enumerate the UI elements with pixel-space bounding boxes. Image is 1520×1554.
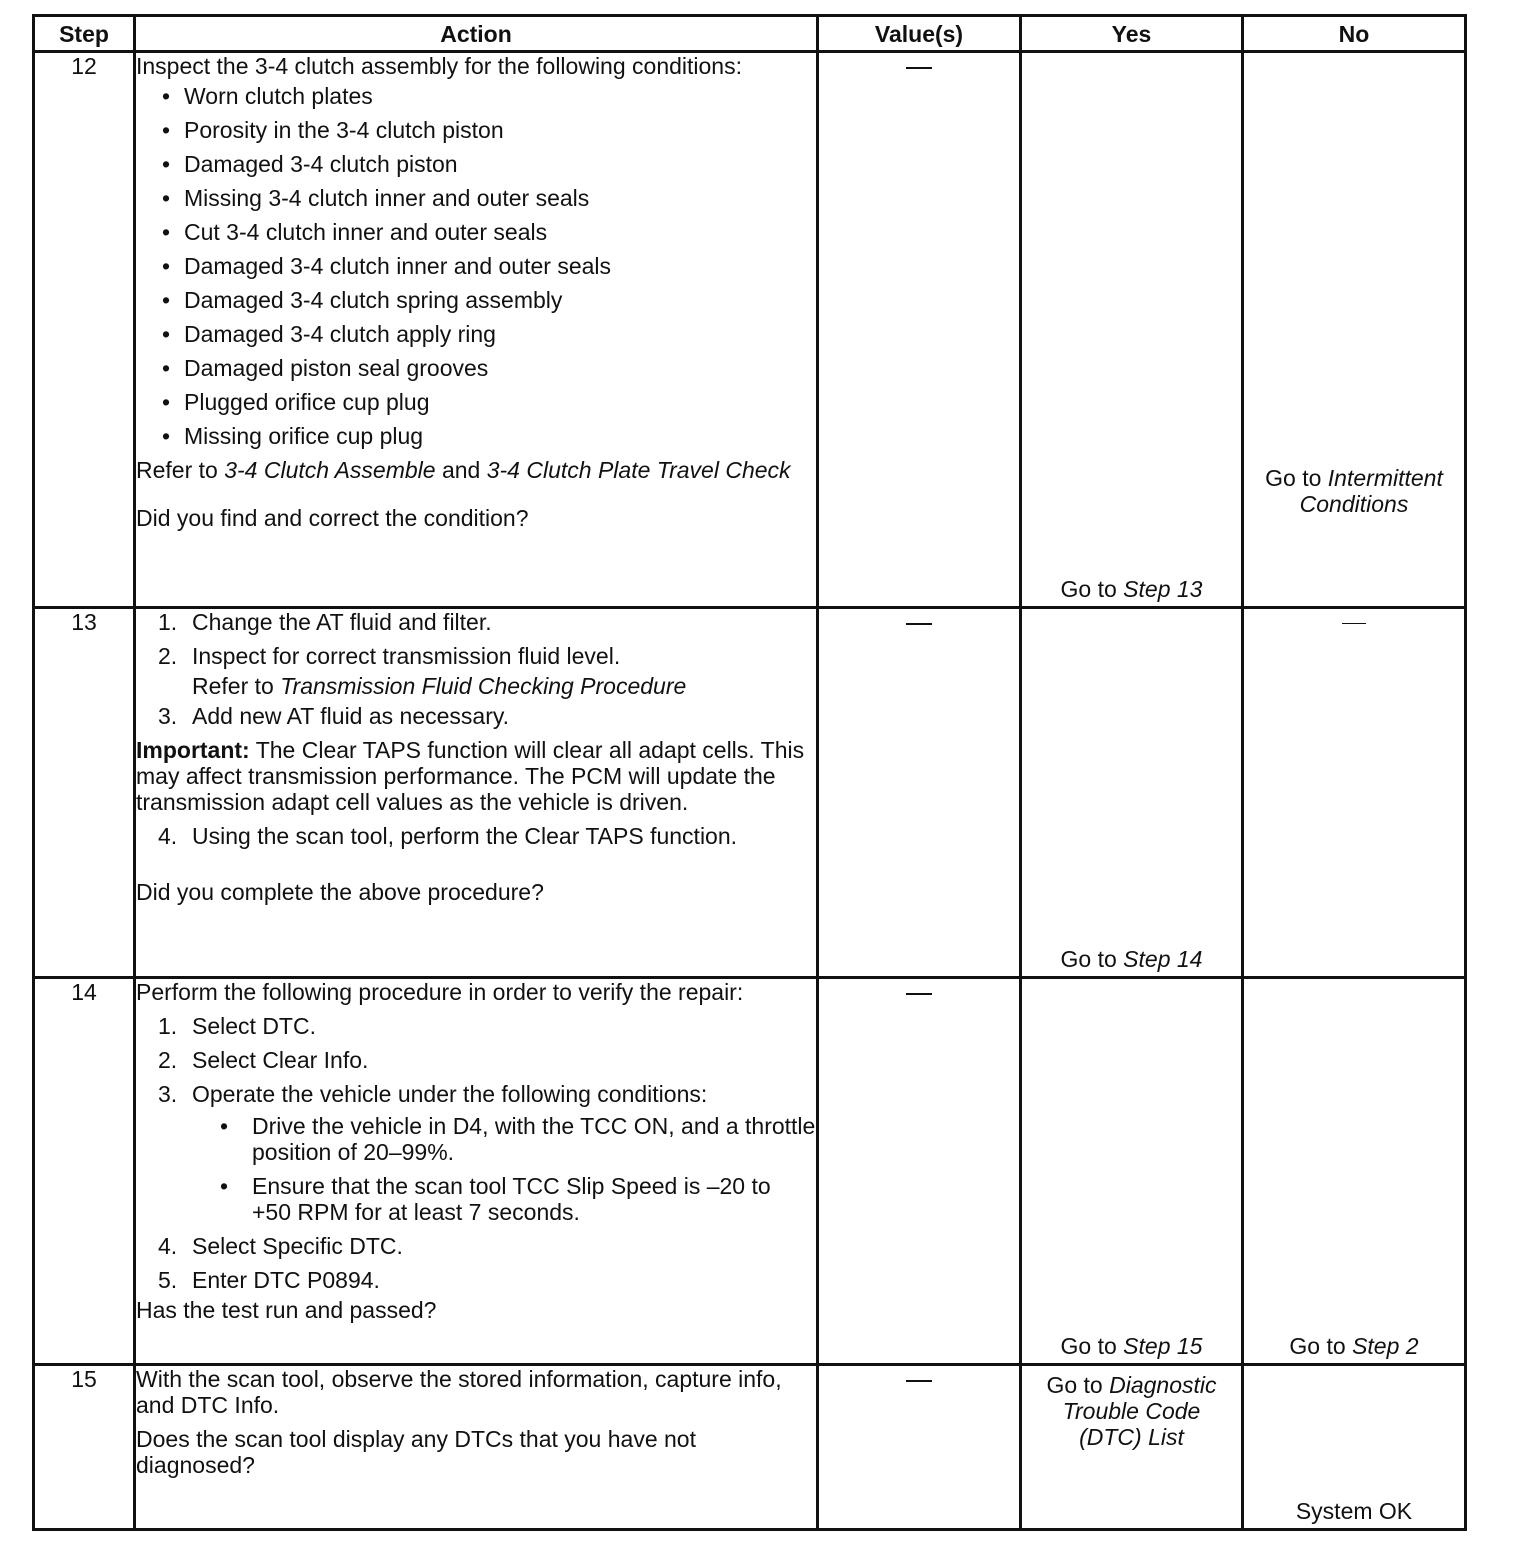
action-intro: Inspect the 3-4 clutch assembly for the following conditions: xyxy=(136,53,742,79)
action-text: With the scan tool, observe the stored information, capture info, and DTC Info. xyxy=(136,1366,782,1418)
header-values: Value(s) xyxy=(818,16,1021,52)
step-number: 15 xyxy=(34,1365,135,1530)
question-text: Did you complete the above procedure? xyxy=(136,879,544,905)
procedure-list xyxy=(136,609,816,669)
procedure-list xyxy=(136,1013,816,1293)
value-dash xyxy=(906,623,932,625)
refer-text xyxy=(136,457,816,483)
list-item: • Porosity in the 3-4 clutch piston xyxy=(160,117,816,143)
yes-goto[interactable]: Go to Step 13 xyxy=(1060,576,1203,602)
step-number: 13 xyxy=(34,608,135,978)
no-cell xyxy=(1243,1365,1466,1530)
list-item: • Worn clutch plates xyxy=(160,83,816,109)
header-step: Step xyxy=(34,16,135,52)
action-cell xyxy=(135,978,818,1365)
condition-sub-list xyxy=(192,1113,816,1225)
list-item: • Damaged piston seal grooves xyxy=(160,355,816,381)
table-row-step-13 xyxy=(34,608,1466,978)
table-row-step-12 xyxy=(34,52,1466,608)
value-cell xyxy=(818,1365,1021,1530)
important-label: Important: xyxy=(136,737,250,763)
yes-link[interactable]: Step 14 xyxy=(1123,946,1203,972)
list-item: 3. Operate the vehicle under the following conditions: • Drive the vehicle in D4, with the TCC ON, and a throttle position of 20–99%. • Ensure that the scan tool TCC Slip Speed is –20 to +50 RPM for at least 7 seconds. xyxy=(158,1081,816,1225)
value-cell xyxy=(818,978,1021,1365)
procedure-list xyxy=(136,823,816,849)
question-text: Does the scan tool display any DTCs that you have not diagnosed? xyxy=(136,1426,696,1478)
list-item: • Damaged 3-4 clutch apply ring xyxy=(160,321,816,347)
value-dash xyxy=(906,1380,932,1382)
important-note xyxy=(136,737,816,815)
value-cell xyxy=(818,608,1021,978)
list-item: 1. Change the AT fluid and filter. xyxy=(158,609,492,635)
yes-cell xyxy=(1021,52,1243,608)
list-item: • Drive the vehicle in D4, with the TCC ON, and a throttle position of 20–99%. xyxy=(218,1113,816,1165)
header-action: Action xyxy=(135,16,818,52)
important-text: The Clear TAPS function will clear all adapt cells. This may affect transmission performance. The PCM will update the transmission adapt cell values as the vehicle is driven. xyxy=(136,737,805,815)
table-row-step-14 xyxy=(34,978,1466,1365)
yes-link[interactable]: Step 13 xyxy=(1123,576,1203,602)
refer-prefix: Refer to xyxy=(136,457,218,483)
refer-text: Refer to Transmission Fluid Checking Procedure xyxy=(192,673,687,699)
list-item: • Cut 3-4 clutch inner and outer seals xyxy=(160,219,816,245)
procedure-list xyxy=(136,703,816,729)
diagnostic-table xyxy=(32,14,1467,1531)
list-item: 4. Using the scan tool, perform the Clear TAPS function. xyxy=(158,823,738,849)
list-item: • Ensure that the scan tool TCC Slip Speed is –20 to +50 RPM for at least 7 seconds. xyxy=(218,1173,816,1225)
yes-goto[interactable]: Go to Diagnostic Trouble Code (DTC) List xyxy=(1046,1372,1217,1450)
refer-link-clutch-assemble[interactable]: 3-4 Clutch Assemble xyxy=(224,457,436,483)
no-goto[interactable]: Go to Intermittent Conditions xyxy=(1265,465,1443,517)
table-header-row xyxy=(34,16,1466,52)
header-yes: Yes xyxy=(1021,16,1243,52)
list-item: • Missing orifice cup plug xyxy=(160,423,816,449)
yes-goto[interactable]: Go to Step 14 xyxy=(1060,946,1203,972)
list-item: 3. Add new AT fluid as necessary. xyxy=(158,703,510,729)
yes-cell xyxy=(1021,608,1243,978)
no-dash xyxy=(1342,623,1366,624)
value-dash xyxy=(906,67,932,69)
list-item: 4. Select Specific DTC. xyxy=(158,1233,403,1259)
no-cell xyxy=(1243,608,1466,978)
step-number: 14 xyxy=(34,978,135,1365)
no-goto[interactable]: Go to Step 2 xyxy=(1289,1333,1419,1359)
question-text: Did you find and correct the condition? xyxy=(136,505,529,531)
question-text: Has the test run and passed? xyxy=(136,1297,437,1323)
condition-list xyxy=(136,83,816,449)
list-item: • Damaged 3-4 clutch spring assembly xyxy=(160,287,816,313)
list-item: • Damaged 3-4 clutch piston xyxy=(160,151,816,177)
value-cell xyxy=(818,52,1021,608)
list-item: 2. Select Clear Info. xyxy=(158,1047,369,1073)
yes-link[interactable]: Diagnostic Trouble Code (DTC) List xyxy=(1062,1372,1217,1450)
list-item: 1. Select DTC. xyxy=(158,1013,316,1039)
list-item: • Plugged orifice cup plug xyxy=(160,389,816,415)
table-row-step-15 xyxy=(34,1365,1466,1530)
yes-cell xyxy=(1021,978,1243,1365)
yes-cell xyxy=(1021,1365,1243,1530)
step-number: 12 xyxy=(34,52,135,608)
no-cell xyxy=(1243,978,1466,1365)
list-item: • Missing 3-4 clutch inner and outer seals xyxy=(160,185,816,211)
action-intro: Perform the following procedure in order to verify the repair: xyxy=(136,979,744,1005)
refer-link-plate-travel-check[interactable]: 3-4 Clutch Plate Travel Check xyxy=(486,457,791,483)
yes-goto[interactable]: Go to Step 15 xyxy=(1060,1333,1203,1359)
refer-and: and xyxy=(441,457,481,483)
header-no: No xyxy=(1243,16,1466,52)
list-item: • Damaged 3-4 clutch inner and outer seals xyxy=(160,253,816,279)
action-cell xyxy=(135,52,818,608)
no-cell xyxy=(1243,52,1466,608)
refer-link-fluid-checking[interactable]: Transmission Fluid Checking Procedure xyxy=(280,673,687,699)
list-item: 2. Inspect for correct transmission fluid level. xyxy=(158,643,621,669)
no-link[interactable]: Intermittent Conditions xyxy=(1299,465,1443,517)
no-result: System OK xyxy=(1295,1498,1413,1524)
yes-link[interactable]: Step 15 xyxy=(1123,1333,1203,1359)
no-link[interactable]: Step 2 xyxy=(1352,1333,1419,1359)
list-item: 5. Enter DTC P0894. xyxy=(158,1267,380,1293)
action-cell xyxy=(135,1365,818,1530)
value-dash xyxy=(906,993,932,995)
action-cell xyxy=(135,608,818,978)
